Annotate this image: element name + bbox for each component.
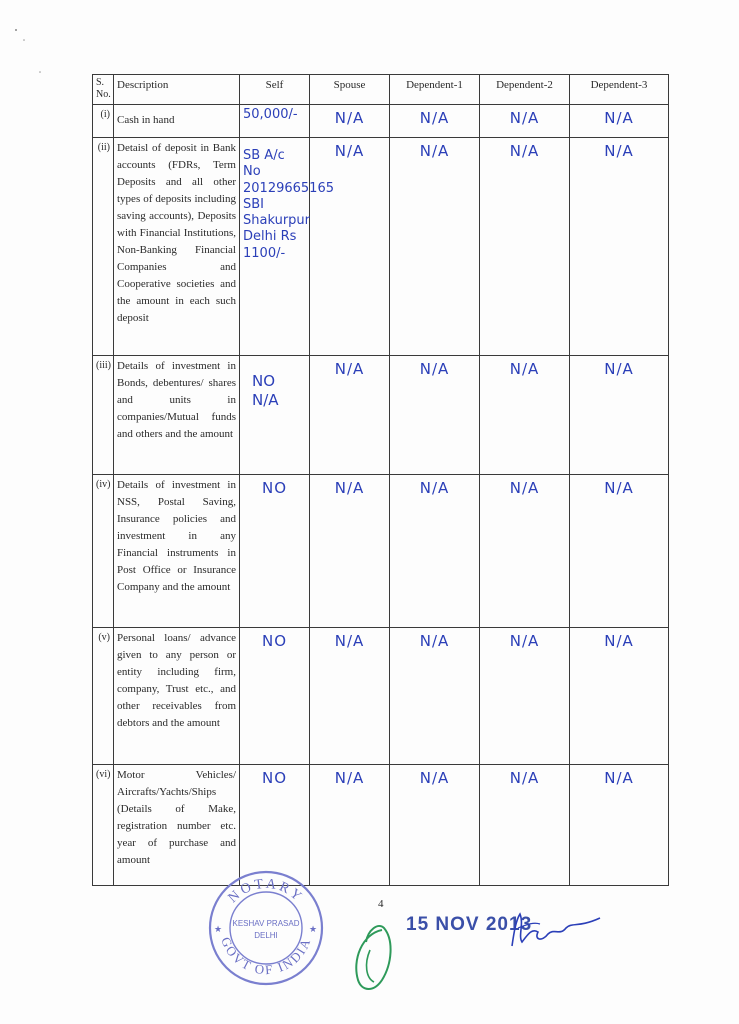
row-sno: (i) (93, 105, 114, 138)
dependent-3-value: N/A (570, 105, 669, 138)
self-value: NO N/A (240, 356, 310, 475)
page-number: 4 (378, 898, 384, 910)
dependent-2-value: N/A (480, 765, 570, 886)
dependent-3-value: N/A (570, 765, 669, 886)
header-description: Description (114, 75, 240, 105)
self-value: 50,000/- (240, 105, 310, 138)
spouse-value: N/A (310, 628, 390, 765)
dependent-3-value: N/A (570, 628, 669, 765)
dependent-1-value: N/A (390, 356, 480, 475)
spouse-value: N/A (310, 765, 390, 886)
spouse-value: N/A (310, 475, 390, 628)
header-row (93, 75, 669, 105)
row-description: Motor Vehicles/ Aircrafts/Yachts/Ships (Details of Make, registration number etc. year of purchase and amount (114, 765, 240, 886)
stamp-name: KESHAV PRASAD (232, 919, 300, 928)
table-row (93, 138, 669, 356)
self-value: SB A/c No 20129665165 SBI Shakurpur Delhi Rs 1100/- (240, 138, 310, 356)
dependent-3-value: N/A (570, 356, 669, 475)
dependent-2-value: N/A (480, 475, 570, 628)
dependent-3-value: N/A (570, 475, 669, 628)
spouse-value: N/A (310, 105, 390, 138)
row-description: Details of investment in NSS, Postal Saving, Insurance policies and investment in any Financial instruments in Post Office or Insurance Company and the amount (114, 475, 240, 628)
self-value: NO (240, 475, 310, 628)
dependent-2-value: N/A (480, 105, 570, 138)
notary-stamp (206, 868, 326, 988)
stamp-city: DELHI (254, 931, 278, 940)
dependent-3-value: N/A (570, 138, 669, 356)
date-stamp: 15 NOV 2013 (406, 914, 533, 935)
self-value: NO (240, 765, 310, 886)
signature (508, 906, 604, 956)
svg-text:GOVT OF INDIA (218, 935, 314, 977)
self-value: NO (240, 628, 310, 765)
paper-specks (10, 20, 70, 80)
row-sno: (vi) (93, 765, 114, 886)
header-dependent-3: Dependent-3 (570, 75, 669, 105)
row-sno: (iii) (93, 356, 114, 475)
dependent-2-value: N/A (480, 356, 570, 475)
row-description: Personal loans/ advance given to any person or entity including firm, company, Trust etc., and other receivables from debtors and the amount (114, 628, 240, 765)
dependent-2-value: N/A (480, 628, 570, 765)
spouse-value: N/A (310, 138, 390, 356)
stamp-star-right: ★ (309, 924, 318, 934)
dependent-2-value: N/A (480, 138, 570, 356)
header-self: Self (240, 75, 310, 105)
dependent-1-value: N/A (390, 475, 480, 628)
table-row (93, 765, 669, 886)
spouse-value: N/A (310, 356, 390, 475)
header-dependent-1: Dependent-1 (390, 75, 480, 105)
header-spouse: Spouse (310, 75, 390, 105)
header-sno: S. No. (93, 75, 114, 105)
dependent-1-value: N/A (390, 105, 480, 138)
row-description: Details of investment in Bonds, debentures/ shares and units in companies/Mutual funds and others and the amount (114, 356, 240, 475)
table-row (93, 105, 669, 138)
green-ink-mark (348, 920, 404, 996)
row-description: Cash in hand (114, 105, 240, 138)
dependent-1-value: N/A (390, 628, 480, 765)
svg-text:NOTARY (226, 877, 307, 907)
stamp-star-left: ★ (214, 924, 223, 934)
table-row (93, 475, 669, 628)
stamp-top-text: NOTARY (225, 876, 307, 907)
row-description: Detaisl of deposit in Bank accounts (FDRs, Term Deposits and all other types of deposits including saving accounts), Deposits with Financial Institutions, Non-Banking Financial Companies and Cooperative societies and the amount in each such deposit (114, 138, 240, 356)
table-row (93, 356, 669, 475)
assets-table (92, 74, 669, 886)
stamp-bottom-text: GOVT OF INDIA (218, 934, 314, 978)
row-sno: (v) (93, 628, 114, 765)
row-sno: (iv) (93, 475, 114, 628)
row-sno: (ii) (93, 138, 114, 356)
dependent-1-value: N/A (390, 138, 480, 356)
dependent-1-value: N/A (390, 765, 480, 886)
table-row (93, 628, 669, 765)
header-dependent-2: Dependent-2 (480, 75, 570, 105)
